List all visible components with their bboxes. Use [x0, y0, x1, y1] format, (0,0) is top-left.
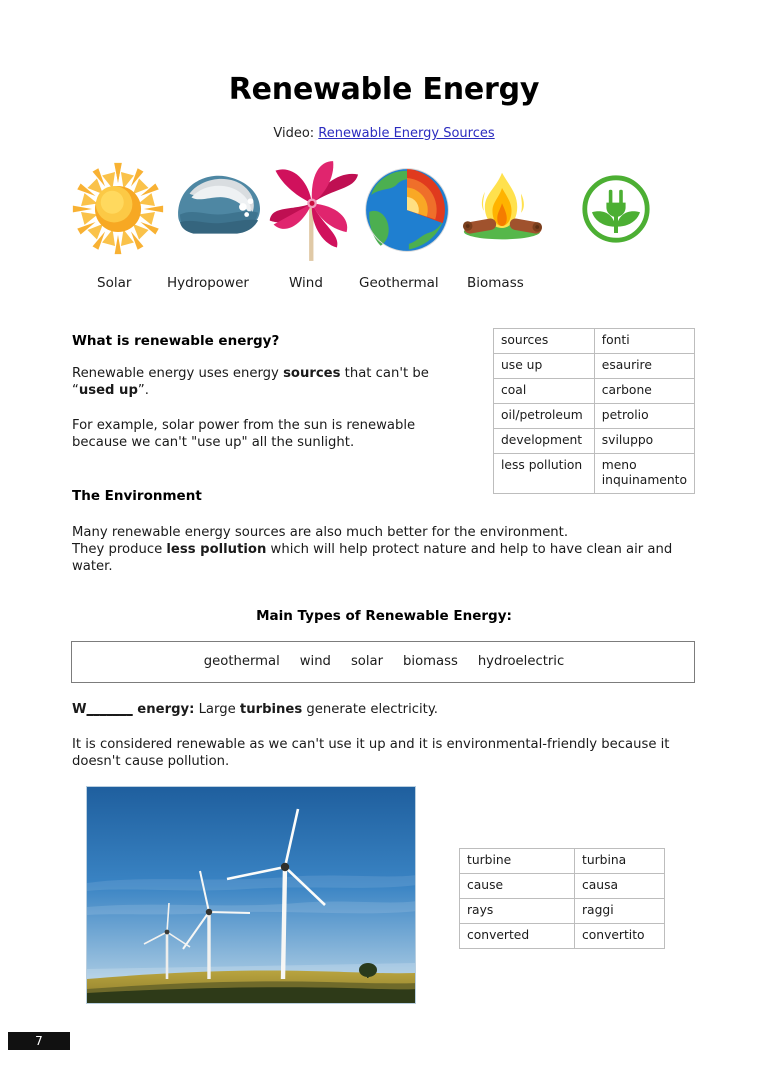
- vocab-term-it: fonti: [594, 329, 694, 354]
- vocab-term-en: converted: [460, 924, 575, 949]
- video-label: Video:: [273, 126, 315, 141]
- blank-answer-field[interactable]: _______: [86, 702, 133, 717]
- vocab-term-en: cause: [460, 874, 575, 899]
- vocab-term-en: less pollution: [494, 454, 595, 494]
- fill-in-the-blank-line: [72, 701, 692, 718]
- vocab-term-en: turbine: [460, 849, 575, 874]
- text-bold-sources: sources: [283, 366, 341, 381]
- vocab-term-it: carbone: [594, 379, 694, 404]
- text-fragment: which will help protect nature and help to have clean air and water.: [72, 542, 673, 574]
- table-row: [494, 354, 695, 379]
- wind-turbine-photo: [86, 786, 416, 1004]
- energy-icon-strip: [62, 163, 702, 263]
- page-number: 7: [35, 1034, 43, 1048]
- vocab-term-it: turbina: [575, 849, 665, 874]
- table-row: [460, 899, 665, 924]
- word-bank-item-wind[interactable]: wind: [299, 654, 331, 669]
- earth-cross-section-icon: [360, 163, 454, 261]
- vocab-term-it: convertito: [575, 924, 665, 949]
- text-fragment: Large: [194, 702, 240, 717]
- wave-icon: [172, 165, 268, 249]
- heading-main-types: Main Types of Renewable Energy:: [256, 608, 512, 624]
- heading-what-is-renewable-energy: What is renewable energy?: [72, 333, 280, 349]
- blank-suffix-label: energy:: [132, 702, 195, 717]
- icon-label-biomass: Biomass: [467, 275, 524, 291]
- table-row: [494, 404, 695, 429]
- text-fragment: They produce: [72, 542, 167, 557]
- vocab-term-it: esaurire: [594, 354, 694, 379]
- green-energy-logo-icon: [576, 169, 656, 253]
- word-bank-box: [71, 641, 695, 683]
- table-row: [494, 329, 695, 354]
- video-link[interactable]: Renewable Energy Sources: [318, 126, 495, 141]
- icon-label-wind: Wind: [289, 275, 323, 291]
- vocab-term-it: sviluppo: [594, 429, 694, 454]
- word-bank-item-hydroelectric[interactable]: hydroelectric: [477, 654, 565, 669]
- icon-label-hydropower: Hydropower: [167, 275, 249, 291]
- table-row: [494, 429, 695, 454]
- text-fragment: ”.: [137, 383, 149, 398]
- table-row: [494, 454, 695, 494]
- word-bank-item-solar[interactable]: solar: [350, 654, 384, 669]
- video-line: [0, 126, 768, 141]
- energy-icon-labels: [62, 275, 702, 295]
- table-row: [460, 874, 665, 899]
- vocab-term-it: raggi: [575, 899, 665, 924]
- icon-label-geothermal: Geothermal: [359, 275, 439, 291]
- pinwheel-icon: [264, 155, 360, 271]
- text-fragment: that can't be “: [72, 366, 429, 398]
- vocabulary-table-1: [493, 328, 695, 494]
- vocab-term-en: coal: [494, 379, 595, 404]
- campfire-icon: [454, 167, 550, 251]
- vocab-term-en: rays: [460, 899, 575, 924]
- word-bank-item-geothermal[interactable]: geothermal: [203, 654, 280, 669]
- word-bank-items: [72, 654, 696, 669]
- text-fragment: generate electricity.: [302, 702, 438, 717]
- sun-icon: [70, 161, 166, 261]
- vocab-term-it: meno inquinamento: [594, 454, 694, 494]
- table-row: [494, 379, 695, 404]
- word-bank-item-biomass[interactable]: biomass: [403, 654, 458, 669]
- vocab-term-en: use up: [494, 354, 595, 379]
- vocab-term-it: causa: [575, 874, 665, 899]
- paragraph-renewable-definition: [72, 365, 472, 399]
- vocab-term-en: development: [494, 429, 595, 454]
- text-bold-turbines: turbines: [239, 702, 303, 717]
- paragraph-wind-renewable: It is considered renewable as we can't use it up and it is environmental-friendly because it doesn't cause pollution.: [72, 737, 670, 769]
- vocabulary-table-2: [459, 848, 665, 949]
- paragraph-environment: [72, 524, 697, 575]
- heading-the-environment: The Environment: [72, 488, 202, 504]
- blank-prefix-letter: W: [72, 702, 87, 717]
- vocab-term-en: oil/petroleum: [494, 404, 595, 429]
- paragraph-solar-example: For example, solar power from the sun is renewable because we can't "use up" all the sunlight.: [72, 418, 416, 450]
- table-row: [460, 849, 665, 874]
- text-bold-less-pollution: less pollution: [166, 542, 267, 557]
- text-fragment: Renewable energy uses energy: [72, 366, 284, 381]
- vocab-term-it: petrolio: [594, 404, 694, 429]
- text-bold-used-up: used up: [78, 383, 138, 398]
- table-row: [460, 924, 665, 949]
- page-title: Renewable Energy: [228, 72, 540, 107]
- vocab-term-en: sources: [494, 329, 595, 354]
- icon-label-solar: Solar: [97, 275, 132, 291]
- text-line-1: Many renewable energy sources are also much better for the environment.: [72, 525, 569, 540]
